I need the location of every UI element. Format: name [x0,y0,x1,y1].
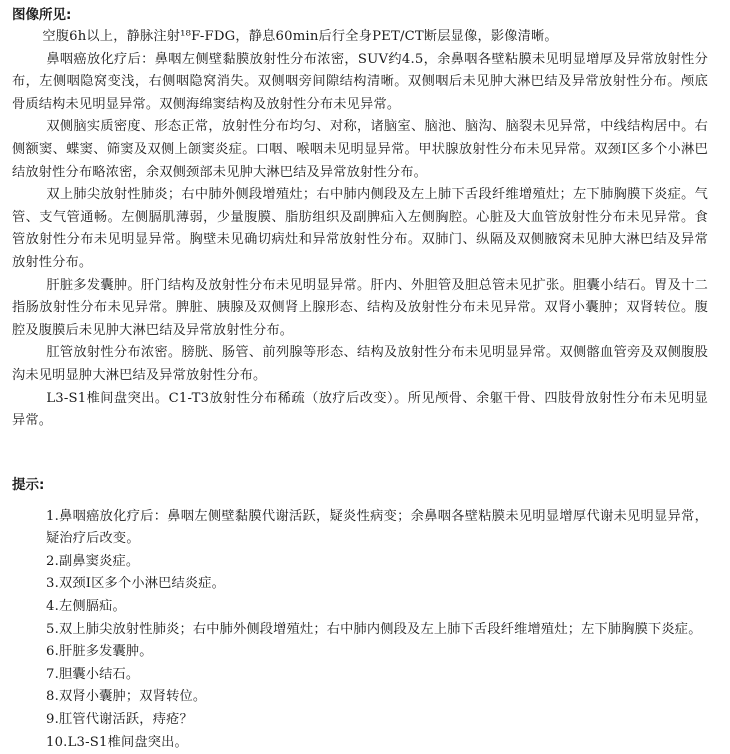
findings-paragraph-exam: 空腹6h以上，静脉注射¹⁸F-FDG，静息60min后行全身PET/CT断层显像，影像清晰。 [42,29,558,44]
findings-paragraph-skeleton: L3-S1椎间盘突出。C1-T3放射性分布稀疏（放疗后改变）。所见颅骨、余躯干骨、四肢骨放射性分布未见明显异常。 [12,390,708,429]
hints-heading: 提示: [12,476,45,493]
hint-item: 7.胆囊小结石。 [46,666,140,682]
findings-paragraph-head-neck: 双侧脑实质密度、形态正常，放射性分布均匀、对称，诸脑室、脑池、脑沟、脑裂未见异常，中线结构居中。右侧额窦、蝶窦、筛窦及双侧上颌窦炎症。口咽、喉咽未见明显异常。甲状腺放射性分布未见异常。双颈I区多个小淋巴结放射性分布略浓密，余双侧颈部未见肿大淋巴结及异常放射性分布。 [12,119,708,180]
hint-item: 9.肛管代谢活跃，痔疮？ [46,712,193,728]
hint-item: 8.双肾小囊肿；双肾转位。 [46,689,207,705]
hint-item: 4.左侧膈疝。 [46,599,126,615]
hint-item: 10.L3-S1椎间盘突出。 [46,734,188,750]
findings-paragraph-abdomen: 肝脏多发囊肿。肝门结构及放射性分布未见明显异常。肝内、外胆管及胆总管未见扩张。胆囊小结石。胃及十二指肠放射性分布未见异常。脾脏、胰腺及双侧肾上腺形态、结构及放射性分布未见异常。双肾小囊肿；双肾转位。腹腔及腹膜后未见肿大淋巴结及异常放射性分布。 [12,277,708,338]
hint-item: 1.鼻咽癌放化疗后：鼻咽左侧壁黏膜代谢活跃，疑炎性病变；余鼻咽各壁粘膜未见明显增厚代谢未见明显异常，疑治疗后改变。 [46,508,708,547]
section-spacer [12,433,708,476]
findings-paragraph-nasopharynx: 鼻咽癌放化疗后：鼻咽左侧壁黏膜放射性分布浓密，SUV约4.5，余鼻咽各壁粘膜未见明显增厚及异常放射性分布，左侧咽隐窝变浅，右侧咽隐窝消失。双侧咽旁间隙结构清晰。双侧咽后未见肿大淋巴结及异常放射性分布。颅底骨质结构未见明显异常。双侧海绵窦结构及放射性分布未见异常。 [12,51,708,112]
hint-item: 2.副鼻窦炎症。 [46,553,140,569]
hint-item: 6.肝脏多发囊肿。 [46,644,153,660]
findings-paragraph-pelvis: 肛管放射性分布浓密。膀胱、肠管、前列腺等形态、结构及放射性分布未见明显异常。双侧髂血管旁及双侧腹股沟未见明显肿大淋巴结及异常放射性分布。 [12,345,708,383]
hints-list [12,506,708,754]
hint-item: 3.双颈I区多个小淋巴结炎症。 [46,576,226,592]
findings-body [12,26,708,433]
findings-heading: 图像所见: [12,7,72,23]
findings-paragraph-chest: 双上肺尖放射性肺炎；右中肺外侧段增殖灶；右中肺内侧段及左上肺下舌段纤维增殖灶；左下肺胸膜下炎症。气管、支气管通畅。左侧膈肌薄弱，少量腹膜、脂肪组织及副脾疝入左侧胸腔。心脏及大血管放射性分布未见异常。食管放射性分布未见明显异常。胸壁未见确切病灶和异常放射性分布。双肺门、纵隔及双侧腋窝未见肿大淋巴结及异常放射性分布。 [12,187,708,270]
hint-item: 5.双上肺尖放射性肺炎；右中肺外侧段增殖灶；右中肺内侧段及左上肺下舌段纤维增殖灶；左下肺胸膜下炎症。 [46,621,702,637]
